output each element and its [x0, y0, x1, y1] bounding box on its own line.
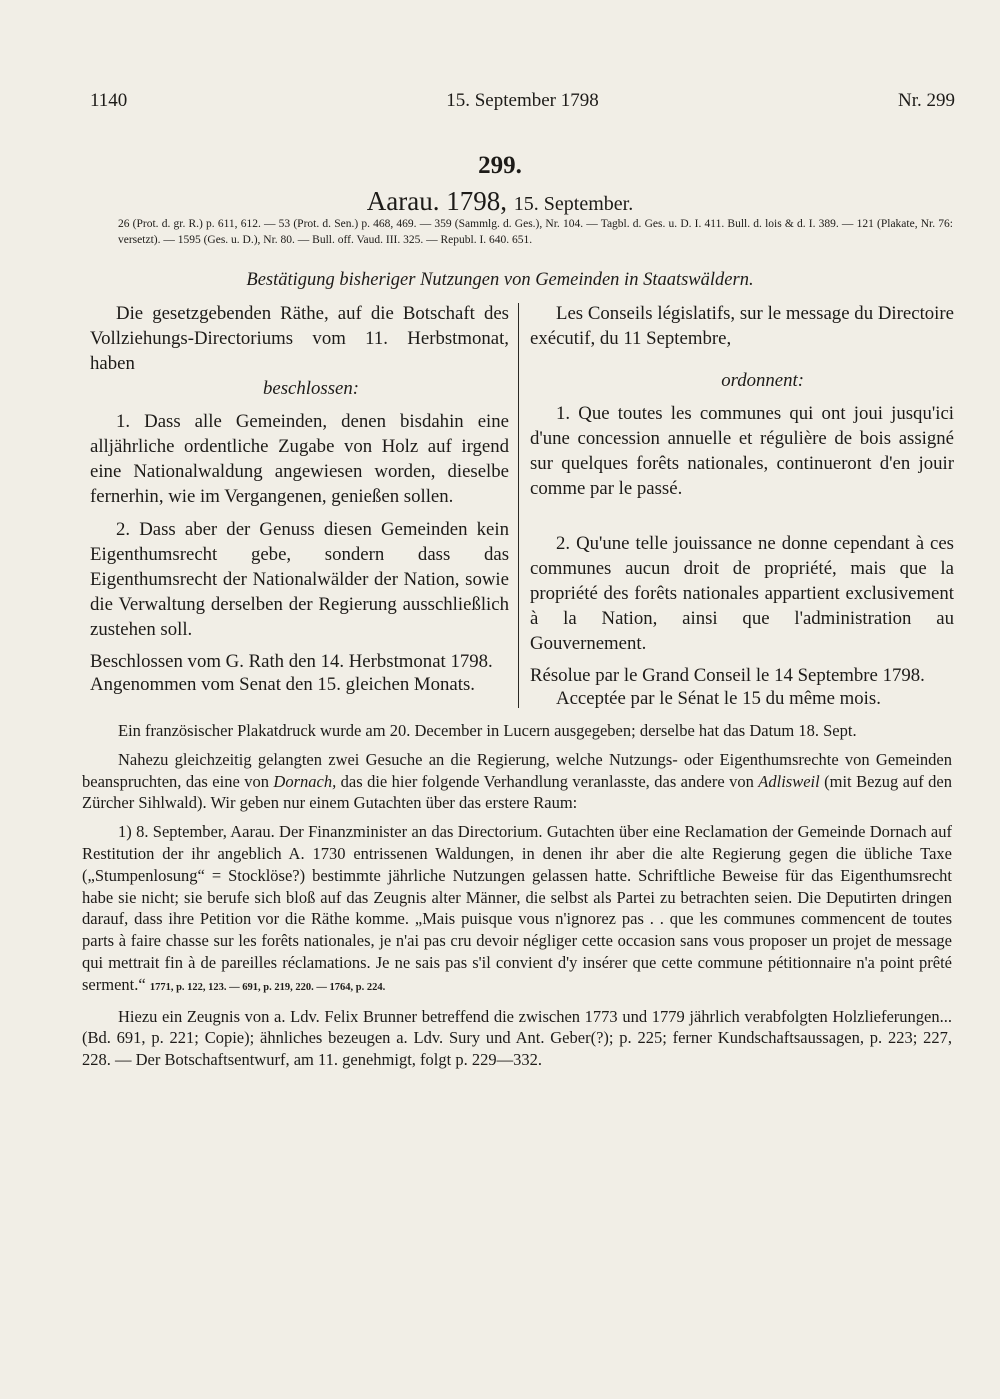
place-year: Aarau. 1798, — [366, 186, 508, 216]
source-references: 26 (Prot. d. gr. R.) p. 611, 612. — 53 (Prot. d. Sen.) p. 468, 469. — 359 (Sammlg. d. Ges.), Nr. 104. — Tagbl. d. Ges. u. D. I. 411. Bull. d. lois & d. I. 389. — 121 (Plakate, Nr. 76: versetzt). — 1595 (Ges. u. D.), Nr. 80. — Bull. off. Vaud. III. 325. — Republ. I. 640. 651. — [118, 218, 953, 246]
french-column — [530, 301, 954, 710]
document-date: 15. September. — [513, 193, 634, 215]
french-article-1: 1. Que toutes les communes qui ont joui jusqu'ici d'une concession annuelle et régulière de bois assigné sur quelques forêts nationales, continueront d'en jouir comme par le passé. — [530, 403, 954, 499]
german-article-1: 1. Dass alle Gemeinden, denen bisdahin eine alljährliche ordentliche Zugabe von Holz auf irgend eine Nationalwaldung angewiesen worden, dieselbe fernerhin, wie im Vergangenen, genießen sollen. — [90, 411, 509, 507]
note-sources: 1771, p. 122, 123. — 691, p. 219, 220. — 1764, p. 224. — [149, 981, 386, 993]
french-enacting-clause: ordonnent: — [721, 370, 804, 391]
german-column — [90, 301, 509, 696]
column-divider — [518, 303, 519, 708]
note-finance-minister-report: 1) 8. September, Aarau. Der Finanzminister an das Directorium. Gutachten über eine Reclamation der Gemeinde Dornach auf Restitution der ihr angeblich A. 1730 entrissenen Waldungen, in denen ihr aber die alte Regierung gegen die übliche Taxe („Stumpenlosung“ = Stocklöse?) bestimmte jährliche Nutzungen gelassen hatte. Schriftliche Beweise für das Eigenthumsrecht habe sie nicht; sie berufe sich bloß auf das Zeugnis alter Männer, die selbst als Partei zu betrachten seien. Die Deputirten dringen darauf, dass ihre Petition vor die Räthe komme. „Mais puisque vous n'ignorez pas . . que les communes commencent de toutes parts à faire chasse sur les forêts nationales, je n'ai pas cru devoir négliger cette occasion sans vous proposer un projet de message qui mettrait fin à de pareilles réclamations. Je ne sais pas s'il convient d'y insérer que cette commune pétitionnaire n'a point prêté serment.“ 1771, p. 122, 123. — 691, p. 219, 220. — 1764, p. 224. — [82, 822, 952, 994]
document-number: 299. — [478, 152, 522, 179]
german-article-2: 2. Dass aber der Genuss diesen Gemeinden kein Eigenthumsrecht gebe, sondern dass das Eigenthumsrecht der Nationalwälder der Nation, sowie die Verwaltung derselben der Regierung ausschließlich zustehen soll. — [90, 519, 509, 640]
german-enacting-clause: beschlossen: — [263, 378, 359, 399]
document-title — [0, 186, 1000, 217]
french-article-2: 2. Qu'une telle jouissance ne donne cependant à ces communes aucun droit de propriété, mais que la propriété des forêts nationales appartient exclusivement à la Nation, ainsi que l'administration au Gouvernement. — [530, 533, 954, 654]
french-accepted: Acceptée par le Sénat le 15 du même mois. — [556, 688, 881, 709]
note-poster-print: Ein französischer Plakatdruck wurde am 20. December in Lucern ausgegeben; derselbe hat das Datum 18. Sept. — [118, 721, 857, 740]
notes-section — [82, 720, 952, 1078]
page-number: 1140 — [90, 90, 128, 111]
place-adlisweil: Adlisweil — [758, 771, 820, 791]
document-subject: Bestätigung bisheriger Nutzungen von Gemeinden in Staatswäldern. — [246, 270, 754, 290]
note-petitions: Nahezu gleichzeitig gelangten zwei Gesuche an die Regierung, welche Nutzungs- oder Eigenthumsrechte von Gemeinden beanspruchten, das eine von Dornach, das die hier folgende Verhandlung veranlasste, das andere von Adlisweil (mit Bezug auf den Zürcher Sihlwald). Wir geben nur einem Gutachten über das erstere Raum: — [82, 749, 952, 813]
german-resolved: Beschlossen vom G. Rath den 14. Herbstmonat 1798. — [90, 651, 493, 672]
header-date: 15. September 1798 — [446, 90, 599, 111]
german-accepted: Angenommen vom Senat den 15. gleichen Monats. — [90, 674, 475, 695]
french-intro: Les Conseils législatifs, sur le message du Directoire exécutif, du 11 Septembre, — [530, 303, 954, 349]
french-resolved: Résolue par le Grand Conseil le 14 Septembre 1798. — [530, 665, 925, 686]
running-header — [90, 90, 955, 118]
header-doc-ref: Nr. 299 — [898, 90, 955, 111]
german-intro: Die gesetzgebenden Räthe, auf die Botschaft des Vollziehungs-Directoriums vom 11. Herbstmonat, haben — [90, 303, 509, 374]
note-testimony: Hiezu ein Zeugnis von a. Ldv. Felix Brunner betreffend die zwischen 1773 und 1779 jährlich verabfolgten Holzlieferungen... (Bd. 691, p. 221; Copie); ähnliches bezeugen a. Ldv. Sury und Ant. Geber(?); p. 225; ferner Kundschaftsaussagen, p. 223; 227, 228. — Der Botschaftsentwurf, am 11. genehmigt, folgt p. 229—332. — [82, 1006, 952, 1070]
place-dornach: Dornach, — [273, 771, 337, 791]
